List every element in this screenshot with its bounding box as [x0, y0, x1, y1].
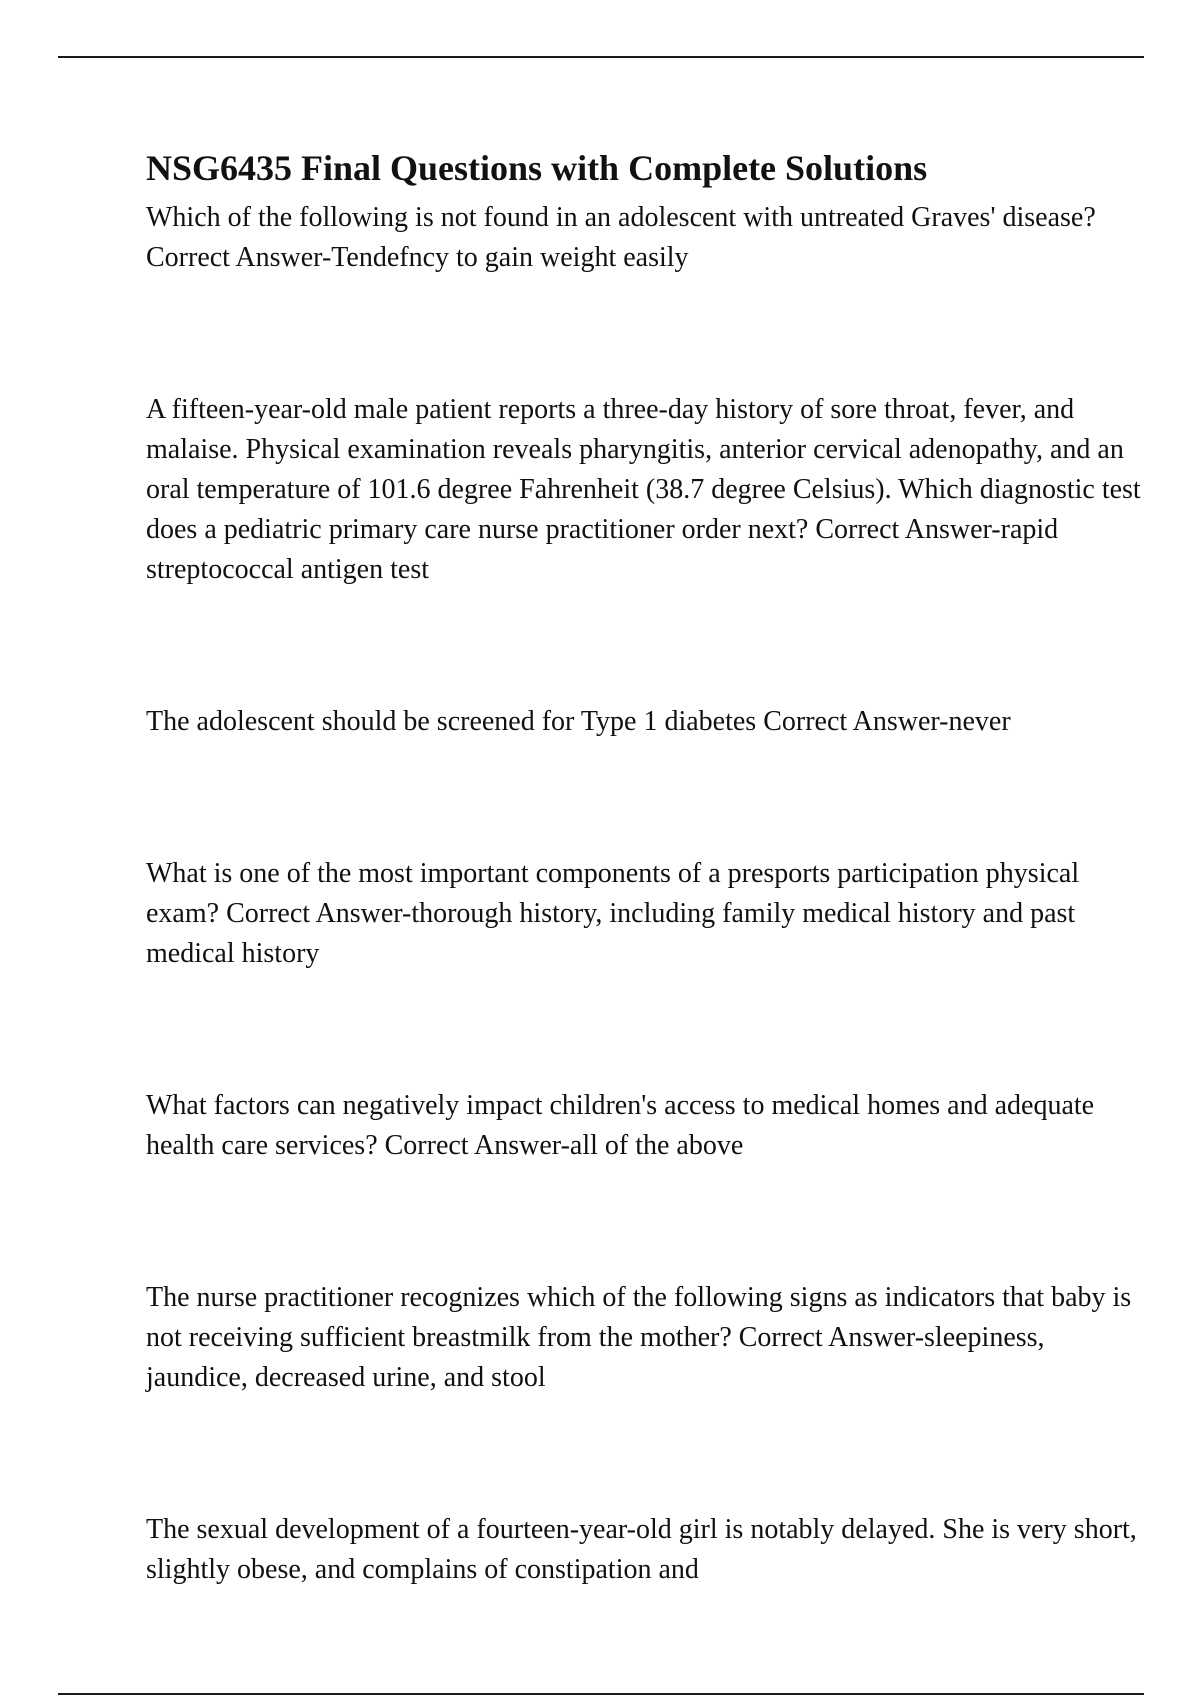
- bottom-divider: [58, 1693, 1144, 1695]
- qa-item-6: The nurse practitioner recognizes which of the following signs as indicators that baby is not receiving sufficient breastmilk from the mother? Correct Answer-sleepiness, jaundice, decreased urine, and stool: [146, 1282, 1132, 1393]
- document-title: NSG6435 Final Questions with Complete Solutions: [146, 148, 928, 188]
- qa-item-5: What factors can negatively impact children's access to medical homes and adequate health care services? Correct Answer-all of the above: [146, 1090, 1095, 1161]
- qa-item-2: A fifteen-year-old male patient reports a three-day history of sore throat, fever, and malaise. Physical examination reveals pharyngitis, anterior cervical adenopathy, and an oral temperature of 101.6 degree Fahrenheit (38.7 degree Celsius). Which diagnostic test does a pediatric primary care nurse practitioner order next? Correct Answer-rapid streptococcal antigen test: [146, 394, 1141, 585]
- top-divider: [58, 56, 1144, 58]
- qa-list: [146, 198, 1146, 1590]
- qa-item-1: Which of the following is not found in an adolescent with untreated Graves' disease? Correct Answer-Tendefncy to gain weight easily: [146, 202, 1096, 273]
- qa-item-7: The sexual development of a fourteen-year-old girl is notably delayed. She is very short, slightly obese, and complains of constipation and: [146, 1514, 1137, 1585]
- qa-item-3: The adolescent should be screened for Type 1 diabetes Correct Answer-never: [146, 706, 1011, 737]
- qa-item-4: What is one of the most important components of a presports participation physical exam? Correct Answer-thorough history, including family medical history and past medical history: [146, 858, 1080, 969]
- document-page: [146, 140, 1146, 1590]
